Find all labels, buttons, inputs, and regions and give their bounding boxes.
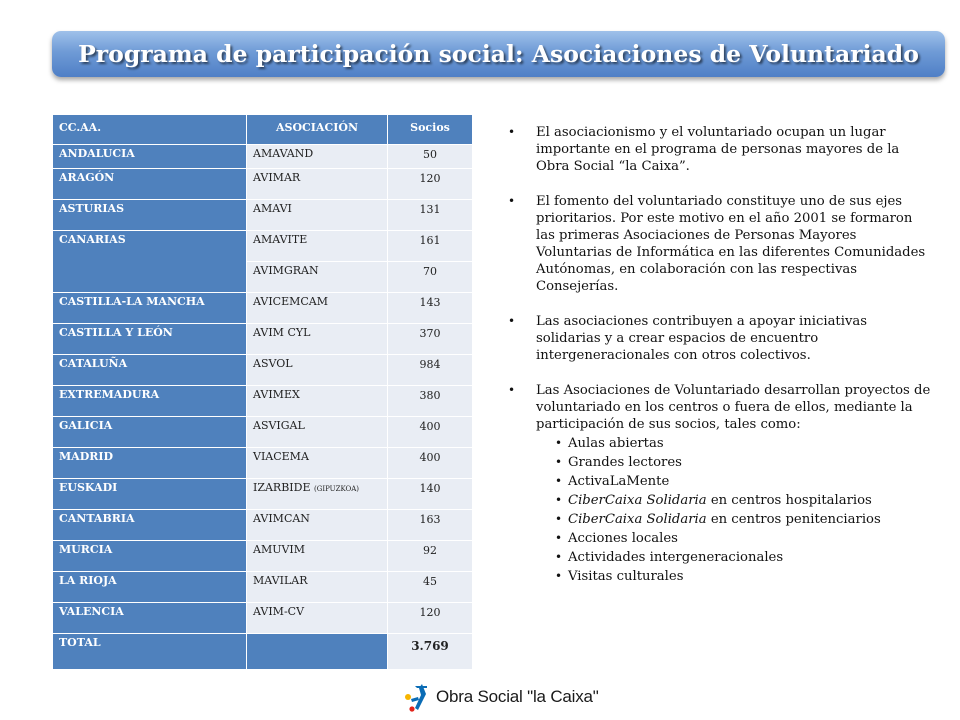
table-row [53,417,473,448]
region-cell: CASTILLA Y LEÓN [53,324,247,355]
obra-social-logo [402,680,599,714]
members-cell: 984 [388,355,473,386]
column-header-region: CC.AA. [53,115,247,145]
association-cell: VIACEMA [247,448,388,479]
table-row [53,510,473,541]
table-row [53,355,473,386]
association-cell: ASVIGAL [247,417,388,448]
region-cell: LA RIOJA [53,572,247,603]
activity-item: • Actividades intergeneracionales [536,549,933,566]
members-cell: 400 [388,417,473,448]
region-cell: ANDALUCIA [53,145,247,169]
column-header-members: Socios [388,115,473,145]
association-cell: AVIMAR [247,169,388,200]
table-row [53,572,473,603]
region-cell: EUSKADI [53,479,247,510]
region-cell: CASTILLA-LA MANCHA [53,293,247,324]
association-cell: AMAVITE [247,231,388,262]
members-cell: 140 [388,479,473,510]
bullet-item: • El asociacionismo y el voluntariado ocupan un lugar importante en el programa de personas mayores de la Obra Social “la Caixa”. [508,124,933,175]
total-label: TOTAL [53,634,247,670]
table-row [53,293,473,324]
members-cell: 380 [388,386,473,417]
activity-item [536,492,933,509]
association-cell: AVIM CYL [247,324,388,355]
association-note: (GIPUZKOA) [314,485,360,493]
la-caixa-star-icon [402,680,432,714]
table-row [53,169,473,200]
members-cell: 143 [388,293,473,324]
association-cell: AVICEMCAM [247,293,388,324]
association-cell: AMUVIM [247,541,388,572]
table-row [53,541,473,572]
activity-item: • ActivaLaMente [536,473,933,490]
activity-italic: CiberCaixa Solidaria [568,512,707,527]
bullet-item: • Las asociaciones contribuyen a apoyar iniciativas solidarias y a crear espacios de encuentro intergeneracionales con otros colectivos. [508,313,933,364]
association-cell: AMAVI [247,200,388,231]
description-text [508,124,933,603]
bullet-list [508,124,933,585]
activities-list [536,435,933,585]
members-cell: 50 [388,145,473,169]
region-cell: MURCIA [53,541,247,572]
activity-italic: CiberCaixa Solidaria [568,493,707,508]
members-cell: 120 [388,603,473,634]
members-cell: 370 [388,324,473,355]
activity-text: en centros hospitalarios [706,493,872,508]
region-cell: GALICIA [53,417,247,448]
bullet-item-text: Las Asociaciones de Voluntariado desarrollan proyectos de voluntariado en los centros o fuera de ellos, mediante la participación de sus socios, tales como: [536,383,931,432]
region-cell: VALENCIA [53,603,247,634]
association-cell: AVIM-CV [247,603,388,634]
bullet-item [508,382,933,585]
bullet-item: • El fomento del voluntariado constituye uno de sus ejes prioritarios. Por este motivo en el año 2001 se formaron las primeras Asociaciones de Personas Mayores Voluntarias de Informática en las diferentes Comunidades Autónomas, en colaboración con las respectivas Consejerías. [508,193,933,295]
members-cell: 70 [388,262,473,293]
table-row [53,386,473,417]
members-cell: 45 [388,572,473,603]
column-header-association: ASOCIACIÓN [247,115,388,145]
association-cell [247,479,388,510]
association-name: IZARBIDE [253,481,311,494]
table-row [53,145,473,169]
activity-text: en centros penitenciarios [706,512,881,527]
title-banner [52,31,945,77]
association-cell: AVIMEX [247,386,388,417]
members-cell: 120 [388,169,473,200]
members-cell: 161 [388,231,473,262]
association-cell: AVIMGRAN [247,262,388,293]
region-cell: EXTREMADURA [53,386,247,417]
association-cell: MAVILAR [247,572,388,603]
region-cell: MADRID [53,448,247,479]
members-cell: 92 [388,541,473,572]
page-title: Programa de participación social: Asociaciones de Voluntariado [78,40,919,68]
table-row [53,448,473,479]
table-row [53,231,473,262]
members-cell: 400 [388,448,473,479]
table-row [53,603,473,634]
activity-item: • Aulas abiertas [536,435,933,452]
association-cell: AVIMCAN [247,510,388,541]
region-cell: CATALUÑA [53,355,247,386]
table-row [53,479,473,510]
associations-table [52,114,473,670]
logo-text: Obra Social "la Caixa" [436,687,599,706]
region-cell: ASTURIAS [53,200,247,231]
table-row [53,200,473,231]
activity-item: • Grandes lectores [536,454,933,471]
region-cell: CANARIAS [53,231,247,293]
members-cell: 163 [388,510,473,541]
region-cell: ARAGÓN [53,169,247,200]
region-cell: CANTABRIA [53,510,247,541]
association-cell: AMAVAND [247,145,388,169]
association-cell: ASVOL [247,355,388,386]
activity-item [536,511,933,528]
activity-item: • Visitas culturales [536,568,933,585]
members-cell: 131 [388,200,473,231]
total-blank-cell [247,634,388,670]
activity-item: • Acciones locales [536,530,933,547]
table-row [53,324,473,355]
total-members: 3.769 [388,634,473,670]
total-row [53,634,473,670]
